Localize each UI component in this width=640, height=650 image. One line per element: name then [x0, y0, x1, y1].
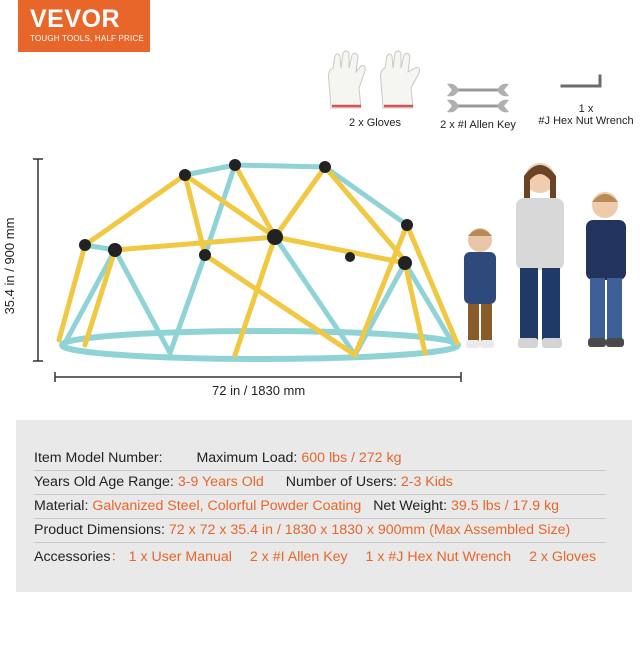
net-weight-value: 39.5 lbs / 17.9 kg: [451, 498, 560, 514]
allen-key-label: 2 x #I Allen Key: [440, 119, 516, 131]
hex-wrench-label-line1: 1 x: [578, 103, 594, 115]
gloves-icon: [323, 48, 427, 114]
spec-row-dimensions: [34, 522, 570, 538]
age-range-label: Years Old Age Range:: [34, 474, 174, 490]
allen-key-accessory: [430, 80, 526, 131]
spec-row-material-weight: [34, 498, 559, 514]
net-weight-label: Net Weight:: [373, 498, 448, 514]
allen-key-icon: [443, 80, 513, 116]
spec-row-accessories: [34, 546, 596, 566]
brand-tagline: TOUGH TOOLS, HALF PRICE: [30, 34, 144, 43]
maximum-load-label: Maximum Load:: [196, 450, 298, 466]
product-dimensions-label: Product Dimensions:: [34, 522, 165, 538]
hex-wrench-label-line2: #J Hex Nut Wrench: [538, 115, 634, 127]
specifications-panel: [16, 420, 632, 592]
accessory-item: 1 x #J Hex Nut Wrench: [365, 549, 512, 565]
item-model-number-label: Item Model Number:: [34, 450, 163, 466]
accessory-item: 2 x #I Allen Key: [249, 549, 348, 565]
height-dimension-label: 35.4 in / 900 mm: [2, 217, 17, 315]
hex-wrench-icon: [556, 72, 616, 100]
gloves-label: 2 x Gloves: [349, 117, 401, 129]
width-dimension-line: [52, 370, 464, 384]
material-value: Galvanized Steel, Colorful Powder Coating: [92, 498, 362, 514]
number-of-users-label: Number of Users:: [285, 474, 397, 490]
spec-divider: [34, 494, 606, 495]
spec-divider: [34, 470, 606, 471]
number-of-users-value: 2-3 Kids: [400, 474, 453, 490]
accessory-item: 2 x Gloves: [529, 549, 597, 565]
spec-row-model-load: [34, 450, 402, 466]
spec-row-age-users: [34, 474, 453, 490]
width-dimension-label: 72 in / 1830 mm: [212, 383, 306, 398]
kids-image: [450, 150, 635, 365]
vevor-logo: [18, 0, 150, 52]
accessories-label: Accessories: [34, 549, 111, 565]
age-range-value: 3-9 Years Old: [177, 474, 264, 490]
toddler-figure: [464, 228, 496, 348]
boy-figure: [586, 192, 626, 347]
accessory-item: 1 x User Manual: [128, 549, 232, 565]
brand-name: VEVOR: [30, 5, 121, 33]
material-label: Material:: [34, 498, 89, 514]
maximum-load-value: 600 lbs / 272 kg: [301, 450, 402, 466]
girl-figure: [516, 163, 564, 348]
height-dimension-line: [30, 155, 50, 365]
product-dimensions-value: 72 x 72 x 35.4 in / 1830 x 1830 x 900mm (Max Assembled Size): [168, 522, 571, 538]
hex-wrench-accessory: [532, 72, 640, 127]
accessories-colon: ：: [110, 549, 125, 565]
dome-climber-image: [55, 155, 465, 370]
spec-divider: [34, 518, 606, 519]
gloves-accessory: [320, 48, 430, 129]
spec-divider: [34, 542, 606, 543]
